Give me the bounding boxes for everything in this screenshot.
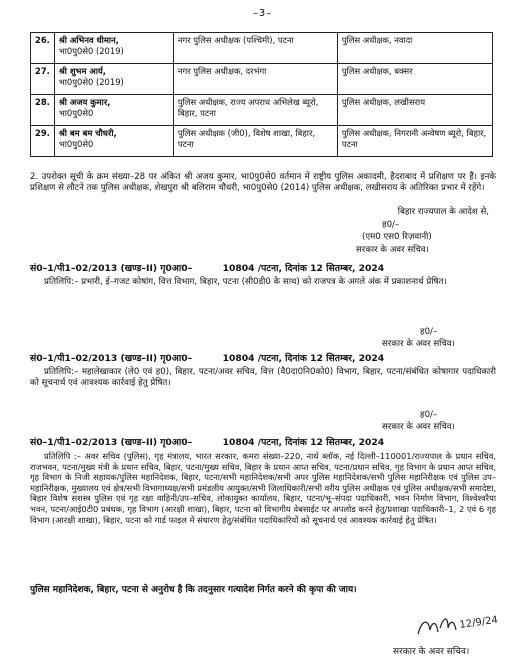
memo-letter-number: 10804 — [222, 437, 255, 448]
signature-mark: ह0/– — [382, 220, 400, 230]
new-post: पुलिस अधीक्षक, बक्सर — [337, 64, 492, 95]
memo-reference — [30, 437, 500, 448]
officer-batch: भा0पु0से0 (2019) — [58, 45, 124, 56]
memo-date: /पटना, दिनांक 12 सितम्बर, 2024 — [257, 353, 385, 364]
table-row — [31, 64, 493, 95]
memo-date: /पटना, दिनांक 12 सितम्बर, 2024 — [257, 263, 385, 274]
officer-cell — [54, 64, 173, 95]
current-post: पुलिस अधीक्षक, राज्य अपराध अभिलेख ब्यूरो, बिहार, पटना — [173, 95, 337, 126]
table-row — [31, 95, 493, 126]
copy-label: प्रतिलिपि:– — [44, 367, 79, 377]
officer-cell — [54, 126, 173, 157]
signatory-title: सरकार के अवर सचिव। — [356, 245, 429, 255]
officer-name: श्री शुभम आर्य, — [58, 66, 106, 76]
memo-ref-number: सं0–1/पी1–02/2013 (खण्ड–II) गृ0आ0– — [30, 353, 193, 364]
current-post: पुलिस अधीक्षक (जी0), विशेष शाखा, बिहार, पटना — [173, 126, 337, 157]
row-number: 28. — [31, 95, 55, 126]
handwritten-date: 12/9/24 — [458, 614, 499, 631]
signatory-name: (एम0 एस0 रिज़वानी) — [362, 232, 432, 242]
memo-date: /पटना, दिनांक 12 सितम्बर, 2024 — [257, 437, 385, 448]
signature-mark: ह0/– — [420, 410, 438, 420]
officer-batch: भा0पु0से0 (2019) — [58, 76, 124, 87]
signatory-title: सरकार के अवर सचिव। — [393, 647, 470, 657]
memo-letter-number: 10804 — [222, 353, 255, 364]
officer-cell — [54, 33, 173, 64]
signatory-title: सरकार के अवर सचिव। — [382, 339, 455, 349]
table-row — [31, 33, 493, 64]
copy-text: अवर सचिव (पुलिस), गृह मंत्रालय, भारत सरकार, कमरा संख्या–220, नार्थ ब्लॉक, नई दिल्ली–110001/राज्यपाल के प्रधान सचिव, राजभवन, पटना/मुख्य मंत्री के प्रधान सचिव, बिहार, पटना/मुख्य सचिव, बिहार के प्रधान आप्त सचिव, पटना/प्रधान सचिव, गृह विभाग के प्रधान आप्त सचिव, गृह विभाग के निजी सहायक/पुलिस महानिदेशक, बिहार, पटना/सभी महानिदेशक/सभी अपर पुलिस महानिदेशक/सभी पुलिस महानिरीक्षक एवं पुलिस उप–महानिरीक्षक, मुख्यालय एवं क्षेत्र/सभी विभागाध्यक्ष/सभी प्रमंडलीय आयुक्त/सभी जिलाधिकारी/सभी वरीय पुलिस अधीक्षक एवं पुलिस अधीक्षक/सभी समादेष्टा, बिहार विशेष सशस्त्र पुलिस एवं गृह रक्षा वाहिनी/उप–सचिव, लोकायुक्त कार्यालय, बिहार, पटना/भू–संपदा पदाधिकारी, भवन निर्माण विभाग, विश्वेश्वरैया भवन, पटना/आई0टी0 प्रबंधक, गृह विभाग (आरक्षी शाखा), बिहार, पटना को विभागीय वेबसाईट पर अपलोड करने हेतु/प्रशाखा पदाधिकारी–1, 2 एवं 6 गृह विभाग (आरक्षी शाखा), बिहार, पटना को गार्ड फाइल में संधारण हेतु/संबंधित पदाधिकारियों को सूचनार्थ एवं आवश्यक कार्रवाई हेतु प्रेषित। — [30, 451, 496, 525]
copy-label: प्रतिलिपि:– — [44, 277, 79, 287]
new-post: पुलिस अधीक्षक, नवादा — [337, 33, 492, 64]
officer-cell — [54, 95, 173, 126]
page-number: –3– — [252, 8, 273, 19]
current-post: नगर पुलिस अधीक्षक (पश्चिमी), पटना — [173, 33, 337, 64]
officer-name: श्री बम बम चौधरी, — [58, 128, 117, 138]
row-number: 29. — [31, 126, 55, 157]
new-post: पुलिस अधीक्षक, निगरानी अन्वेषण ब्यूरो, बिहार, पटना — [337, 126, 492, 157]
signature-mark: ह0/– — [420, 327, 438, 337]
memo-ref-number: सं0–1/पी1–02/2013 (खण्ड–II) गृ0आ0– — [30, 437, 193, 448]
copy-text: महालेखाकार (ले0 एवं ह0), बिहार, पटना/अवर सचिव, वित्त (वै0दा0नि0को0) विभाग, बिहार, पटना/संबंधित कोषागार पदाधिकारी को सूचनार्थ एवं आवश्यक कार्रवाई हेतु प्रेषित। — [30, 367, 497, 388]
officer-batch: भा0पु0से0 — [58, 107, 94, 118]
row-number: 27. — [31, 64, 55, 95]
copy-paragraph — [30, 277, 496, 288]
request-paragraph: पुलिस महानिदेशक, बिहार, पटना से अनुरोध है कि तदनुसार गत्यादेश निर्गत करने की कृपा की जाय। — [30, 585, 357, 595]
copy-paragraph — [30, 451, 496, 525]
copy-paragraph — [30, 367, 496, 389]
new-post: पुलिस अधीक्षक, लखीसराय — [337, 95, 492, 126]
posting-table — [30, 32, 493, 157]
copy-label: प्रतिलिपि :– — [44, 451, 81, 461]
table-row — [31, 126, 493, 157]
memo-reference — [30, 263, 500, 274]
current-post: नगर पुलिस अधीक्षक, दरभंगा — [173, 64, 337, 95]
paragraph-2: 2. उपरोक्त सूची के क्रम संख्या–28 पर अंकित श्री अजय कुमार, भा0पु0से0 वर्तमान में राष्ट्रीय पुलिस अकादमी, हैदराबाद में प्रशिक्षण पर हैं। इनके प्रशिक्षण से लौटने तक पुलिस अधीक्षक, शेखपुरा श्री बलिराम चौधरी, भा0पु0से0 (2014) पुलिस अधीक्षक, लखीसराय के अतिरिक्त प्रभार में रहेंगे। — [30, 172, 496, 193]
memo-ref-number: सं0–1/पी1–02/2013 (खण्ड–II) गृ0आ0– — [30, 263, 193, 274]
memo-letter-number: 10804 — [222, 263, 255, 274]
handwritten-signature-icon — [414, 612, 504, 642]
memo-reference — [30, 353, 500, 364]
officer-name: श्री अभिनव धीमान, — [58, 35, 119, 45]
officer-name: श्री अजय कुमार, — [58, 97, 111, 107]
officer-batch: भा0पु0से0 — [58, 138, 94, 149]
copy-text: प्रभारी, ई–गजट कोषांग, वित्त विभाग, बिहार, पटना (सी0डी0 के साथ) को राजपत्र के अगले अंक में प्रकाशनार्थ प्रेषित। — [81, 277, 447, 287]
order-line: बिहार राज्यपाल के आदेश से, — [397, 207, 489, 217]
signatory-title: सरकार के अवर सचिव। — [382, 422, 455, 432]
row-number: 26. — [31, 33, 55, 64]
